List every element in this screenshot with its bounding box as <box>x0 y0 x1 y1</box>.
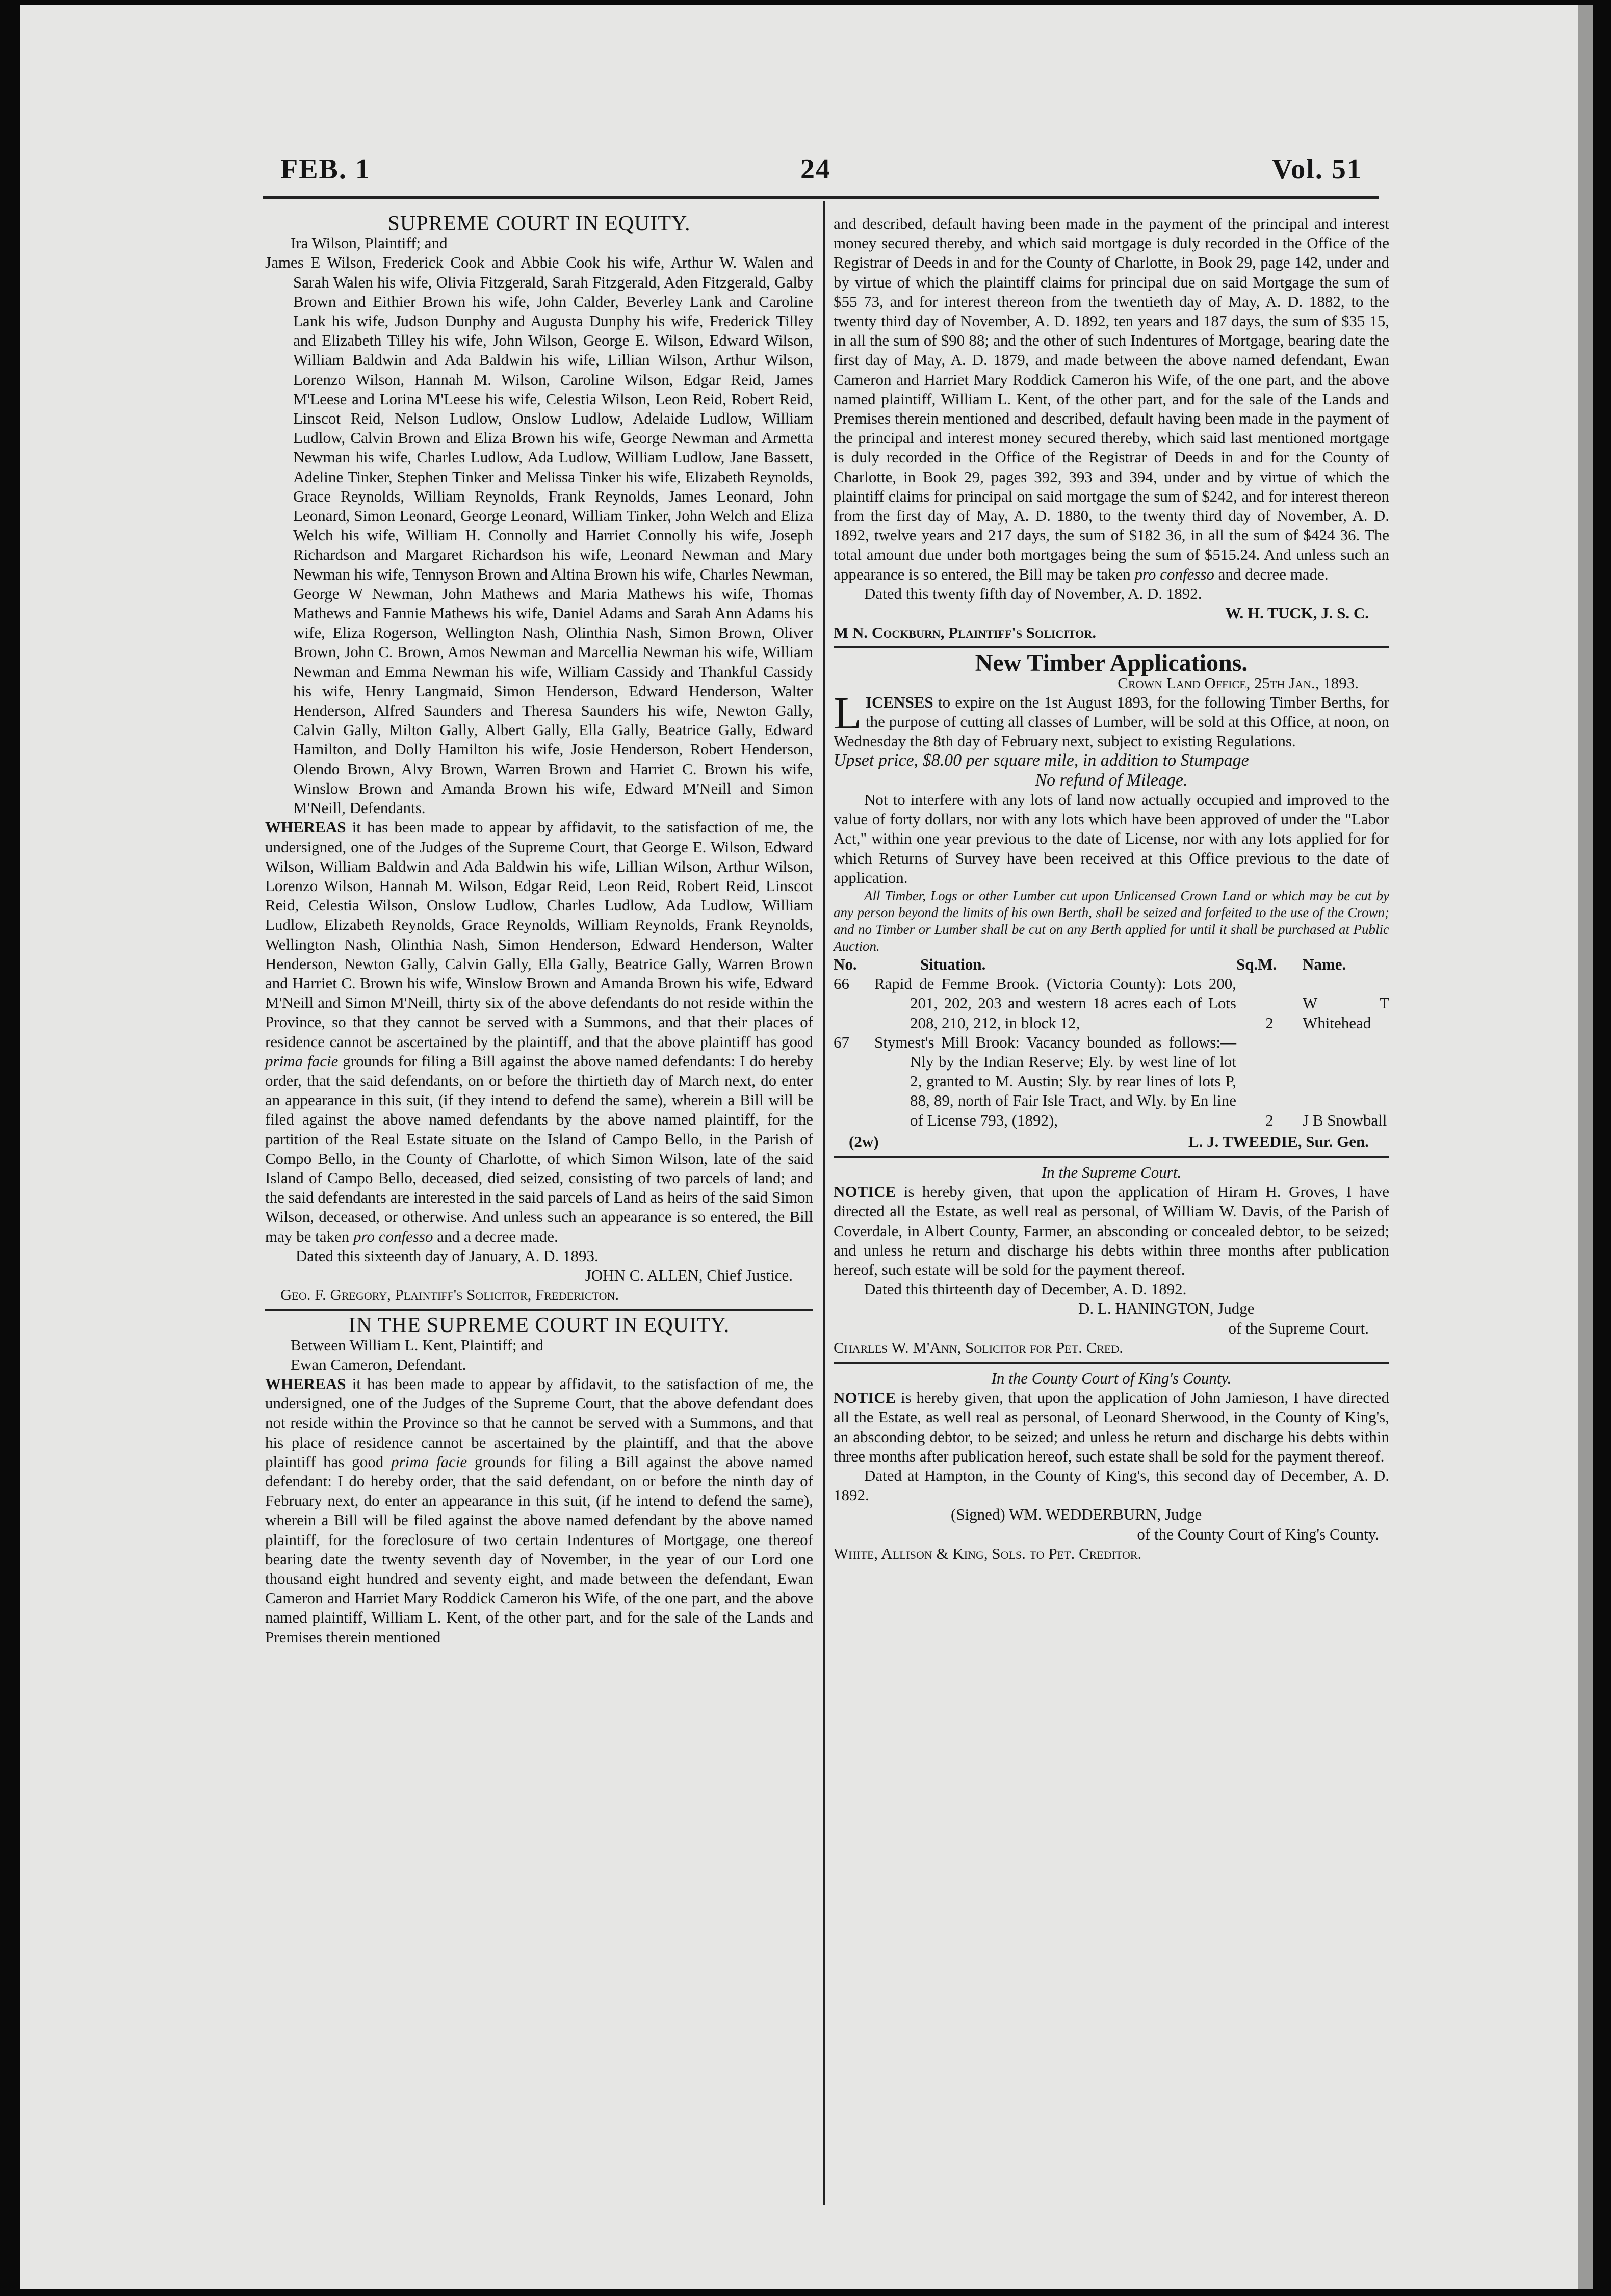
timber-signature: L. J. TWEEDIE, Sur. Gen. <box>1188 1132 1369 1151</box>
timber-title: New Timber Applications. <box>975 649 1248 677</box>
supreme-notice-solicitor: Charles W. M'Ann, Solicitor for Pet. Cred. <box>834 1338 1123 1356</box>
col-header-no: No. <box>834 955 857 973</box>
supreme-notice-body: NOTICE is hereby given, that upon the application of Hiram H. Groves, I have directed all the Estate, as well real as personal, of William W. Davis, of the Parish of Coverdale, in Albert County, Farmer, an absconding or concealed debtor, to be seized; and unless he return and discharge his debts within three months after publication hereof, such estate will be sold for the payment thereof. <box>834 1183 1389 1279</box>
section-rule <box>834 1362 1389 1364</box>
header-volume: Vol. 51 <box>1272 153 1362 185</box>
timber-berths-table <box>834 955 1389 1130</box>
section-rule <box>265 1309 813 1311</box>
table-row <box>834 974 1389 1033</box>
notice2-defendant: Ewan Cameron, Defendant. <box>291 1355 466 1373</box>
timber-upset-price: Upset price, $8.00 per square mile, in addition to Stumpage <box>834 751 1249 770</box>
row-situation: Stymest's Mill Brook: Vacancy bounded as follows:—Nly by the Indian Reserve; Ely. by west line of lot 2, granted to M. Austin; Sly. by rear lines of lots P, 88, 89, north of Fair Isle Tract, and Wly. by En line of License 793, (1892), <box>874 1033 1236 1129</box>
header-page-number: 24 <box>800 153 831 185</box>
county-notice-signed: (Signed) WM. WEDDERBURN, Judge <box>951 1505 1202 1524</box>
header-rule <box>263 196 1379 199</box>
notice1-solicitor: Geo. F. Gregory, Plaintiff's Solicitor, Fredericton. <box>280 1286 619 1304</box>
county-notice-court: of the County Court of King's County. <box>1137 1525 1379 1543</box>
table-header-row <box>834 955 1389 974</box>
timber-no-refund: No refund of Mileage. <box>1035 770 1188 790</box>
mortgage-continuation: and described, default having been made in the payment of the principal and interest money secured thereby, and which said mortgage is duly recorded in the Office of the Registrar of Deeds in and for the County of Charlotte, in Book 29, page 142, under and by virtue of which the plaintiff claims for principal due on said Mortgage the sum of $55 73, and for interest thereon from the twentieth day of May, A. D. 1882, to the twenty third day of November, A. D. 1892, ten years and 187 days, the sum of $35 15, in all the sum of $90 88; and the other of such Indentures of Mortgage, bearing date the first day of May, A. D. 1879, and made between the above named defendant, Ewan Cameron and Harriet Mary Roddick Cameron his Wife, of the one part, and the above named plaintiff, William L. Kent, of the other part, and for the sale of the Lands and Premises therein mentioned and described, default having been made in the payment of the principal and interest money secured thereby, which said last mentioned mortgage is duly recorded in the Office of the Registrar of Deeds in and for the County of Charlotte, in Book 29, pages 392, 393 and 394, under and by virtue of which the plaintiff claims for principal on said mortgage the sum of $242, and for interest thereon from the first day of May, A. D. 1880, to the twenty third day of November, A. D. 1892, twelve years and 217 days, the sum of $182 36, in all the sum of $424 36. The total amount due under both mortgages being the sum of $515.24. And unless such an appearance is so entered, the Bill may be taken pro confesso and decree made. <box>834 215 1389 583</box>
notice1-title: SUPREME COURT IN EQUITY. <box>387 212 691 236</box>
row-sqm: 2 <box>1265 1111 1274 1129</box>
row-situation: Rapid de Femme Brook. (Victoria County): Lots 200, 201, 202, 203 and western 18 acres each of Lots 208, 210, 212, in block 12, <box>874 975 1236 1032</box>
notice2-title: IN THE SUPREME COURT IN EQUITY. <box>348 1314 730 1338</box>
notice1-signature: JOHN C. ALLEN, Chief Justice. <box>585 1266 793 1284</box>
table-row <box>834 1033 1389 1130</box>
left-column <box>265 214 813 1647</box>
timber-footer <box>834 1130 1389 1152</box>
timber-office: Crown Land Office, 25th Jan., 1893. <box>1118 673 1359 692</box>
county-notice-solicitor: White, Allison & King, Sols. to Pet. Creditor. <box>834 1544 1142 1562</box>
notice2-body: WHEREAS it has been made to appear by affidavit, to the satisfaction of me, the undersigned, one of the Judges of the Supreme Court, that the above defendant does not reside within the Province so that he cannot be served with a Summons, and that his place of residence cannot be ascertained by the plaintiff, and that the above plaintiff has good prima facie grounds for filing a Bill against the above named defendant: I do hereby order, that the said defendant, on or before the ninth day of February next, do enter an appearance in this suit, (if he intend to defend the same), wherein a Bill will be filed against the above named defendant by the above named plaintiff, for the foreclosure of two certain Indentures of Mortgage, one thereof bearing date the twenty seventh day of November, in the year of our Lord one thousand eight hundred and seventy eight, and made between the defendant, Ewan Cameron and Harriet Mary Roddick Cameron his Wife, of the one part, and the above named plaintiff, William L. Kent, of the other part, and for the sale of the Lands and Premises therein mentioned <box>265 1374 814 1646</box>
notice2-parties: Between William L. Kent, Plaintiff; and <box>291 1336 544 1354</box>
county-notice-title: In the County Court of King's County. <box>991 1369 1232 1387</box>
row-name: J B Snowball <box>1303 1111 1387 1129</box>
header-date: FEB. 1 <box>280 153 371 185</box>
col-header-name: Name. <box>1303 955 1346 973</box>
timber-insertions: (2w) <box>849 1132 879 1151</box>
col-header-sqm: Sq.M. <box>1236 955 1277 973</box>
county-notice-body: NOTICE is hereby given, that upon the application of John Jamieson, I have directed all the Estate, as well real as personal, of Leonard Sherwood, in the County of King's, an absconding debtor, to be seized; and unless he return and discharge his debts within three months after publication hereof, such estate shall be sold for the payment thereof. <box>834 1389 1389 1465</box>
section-rule <box>834 646 1389 648</box>
page-edge-shadow <box>1578 5 1593 2289</box>
supreme-notice-dated: Dated this thirteenth day of December, A. D. 1892. <box>864 1280 1187 1298</box>
mortgage-solicitor: M N. Cockburn, Plaintiff's Solicitor. <box>834 623 1096 642</box>
row-sqm: 2 <box>1265 1013 1274 1032</box>
mortgage-signature: W. H. TUCK, J. S. C. <box>1225 604 1369 622</box>
right-column <box>834 214 1389 1563</box>
notice1-defendants: James E Wilson, Frederick Cook and Abbie Cook his wife, Arthur W. Walen and Sarah Walen his wife, Olivia Fitzgerald, Sarah Fitzgerald, Aden Fitzgerald, Galby Brown and Eithier Brown his wife, John Calder, Beverley Lank and Caroline Lank his wife, Judson Dunphy and Augusta Dunphy his wife, Frederick Tilley and Elizabeth Tilley his wife, John Wilson, George E. Wilson, Edward Wilson, William Baldwin and Ada Baldwin his wife, Lillian Wilson, Arthur Wilson, Lorenzo Wilson, Hannah M. Wilson, Caroline Wilson, Edgar Reid, James M'Leese and Lorina M'Leese his wife, Celestia Wilson, Leon Reid, Robert Reid, Linscot Reid, Nelson Ludlow, Onslow Ludlow, Adelaide Ludlow, William Ludlow, Calvin Brown and Eliza Brown his wife, George Newman and Armetta Newman his wife, Charles Ludlow, Ada Ludlow, William Ludlow, Jane Bassett, Adeline Tinker, Stephen Tinker and Melissa Tinker his wife, Elizabeth Reynolds, Grace Reynolds, William Reynolds, Frank Reynolds, James Leonard, John Leonard, Simon Leonard, George Leonard, William Tinker, John Welch and Eliza Welch his wife, William H. Connolly and Harriet Connolly his wife, Joseph Richardson and Margaret Richardson his wife, Leonard Newman and Mary Newman his wife, Tennyson Brown and Altina Brown his wife, Charles Newman, George W Newman, John Mathews and Maria Mathews his wife, Thomas Mathews and Fannie Mathews his wife, Daniel Adams and Sarah Ann Adams his wife, Eliza Rogerson, Wellington Nash, Olinthia Nash, Simon Brown, Oliver Brown, John C. Brown, Amos Newman and Marcellia Newman his wife, William Newman and Emma Newman his wife, William Cassidy and Thankful Cassidy his wife, Henry Langmaid, Simon Henderson, Edward Henderson, Walter Henderson, Alfred Saunders and Theresa Saunders his wife, Newton Gally, Calvin Gally, Milton Gally, Albert Gally, Ella Gally, Beatrice Gally, Edward Hamilton, and Dolly Hamilton his wife, Josie Henderson, Robert Henderson, Olendo Brown, Alvy Brown, Warren Brown and Harriet C. Brown his wife, Winslow Brown and Amanda Brown his wife, Edward M'Neill and Simon M'Neill, Defendants. <box>265 253 813 817</box>
row-no: 67 <box>834 1033 849 1051</box>
supreme-notice-title: In the Supreme Court. <box>1041 1163 1182 1181</box>
row-name: W T Whitehead <box>1303 994 1389 1032</box>
notice1-plaintiff: Ira Wilson, Plaintiff; and <box>291 234 448 252</box>
notice1-body: WHEREAS it has been made to appear by affidavit, to the satisfaction of me, the undersigned, one of the Judges of the Supreme Court, that George E. Wilson, Edward Wilson, William Baldwin and Ada Baldwin his wife, Lillian Wilson, Arthur Wilson, Lorenzo Wilson, Hannah M. Wilson, Edgar Reid, Leon Reid, Robert Reid, Linscot Reid, Celestia Wilson, Onslow Ludlow, Charles Ludlow, Ada Ludlow, William Ludlow, Elizabeth Reynolds, Grace Reynolds, William Reynolds, Frank Reynolds, Wellington Nash, Olinthia Nash, Simon Henderson, Edward Henderson, Walter Henderson, Newton Gally, Calvin Gally, Ella Gally, Beatrice Gally, Warren Brown and Harriet C. Brown his wife, Winslow Brown and Amanda Brown his wife, Edward M'Neill and Simon M'Neill, thirty six of the above defendants do not reside within the Province, so that they cannot be served with a Summons, and that their places of residence cannot be ascertained by the plaintiff, and that the above plaintiff has good prima facie grounds for filing a Bill against the above named defendants: I do hereby order, that the said defendants, on or before the thirtieth day of March next, do enter an appearance in this suit, (if they intend to defend the same), wherein a Bill will be filed against the above named defendants by the above named plaintiff, for the partition of the Real Estate situate on the Island of Campo Bello, in the Parish of Compo Bello, in the County of Charlotte, of which Simon Wilson, late of the said Island of Campo Bello, deceased, died seized, consisting of two parcels of land; and the said defendants are interested in the said parcels of Land as heirs of the said Simon Wilson, deceased, or otherwise. And unless such an appearance is so entered, the Bill may be taken pro confesso and a decree made. <box>265 818 814 1245</box>
column-rule <box>823 201 825 2205</box>
row-no: 66 <box>834 975 849 993</box>
timber-conditions: Not to interfere with any lots of land now actually occupied and improved to the value of forty dollars, nor with any lots which have been approved of under the "Labor Act," within one year previous to the date of License, nor with any lots applied for for which Returns of Survey have been received at this Office previous to the date of application. <box>834 790 1389 886</box>
mortgage-dated: Dated this twenty fifth day of November, A. D. 1892. <box>864 584 1202 603</box>
county-notice-dated: Dated at Hampton, in the County of King's, this second day of December, A. D. 1892. <box>834 1466 1389 1504</box>
supreme-notice-judge: D. L. HANINGTON, Judge <box>1078 1299 1255 1318</box>
col-header-situation: Situation. <box>920 955 986 973</box>
timber-warning: All Timber, Logs or other Lumber cut upon Unlicensed Crown Land or which may be cut by any person beyond the limits of his own Berth, shall be seized and forfeited to the use of the Crown; and no Timber or Lumber shall be cut on any Berth applied for until it shall be purchased at Public Auction. <box>834 888 1389 954</box>
supreme-notice-judge-court: of the Supreme Court. <box>1228 1319 1369 1337</box>
notice1-dated: Dated this sixteenth day of January, A. D. 1893. <box>296 1246 599 1265</box>
timber-intro: LICENSES to expire on the 1st August 1893, for the following Timber Berths, for the purpose of cutting all classes of Lumber, will be sold at this Office, at noon, on Wednesday the 8th day of February next, subject to existing Regulations. <box>834 688 1389 750</box>
section-rule <box>834 1156 1389 1158</box>
